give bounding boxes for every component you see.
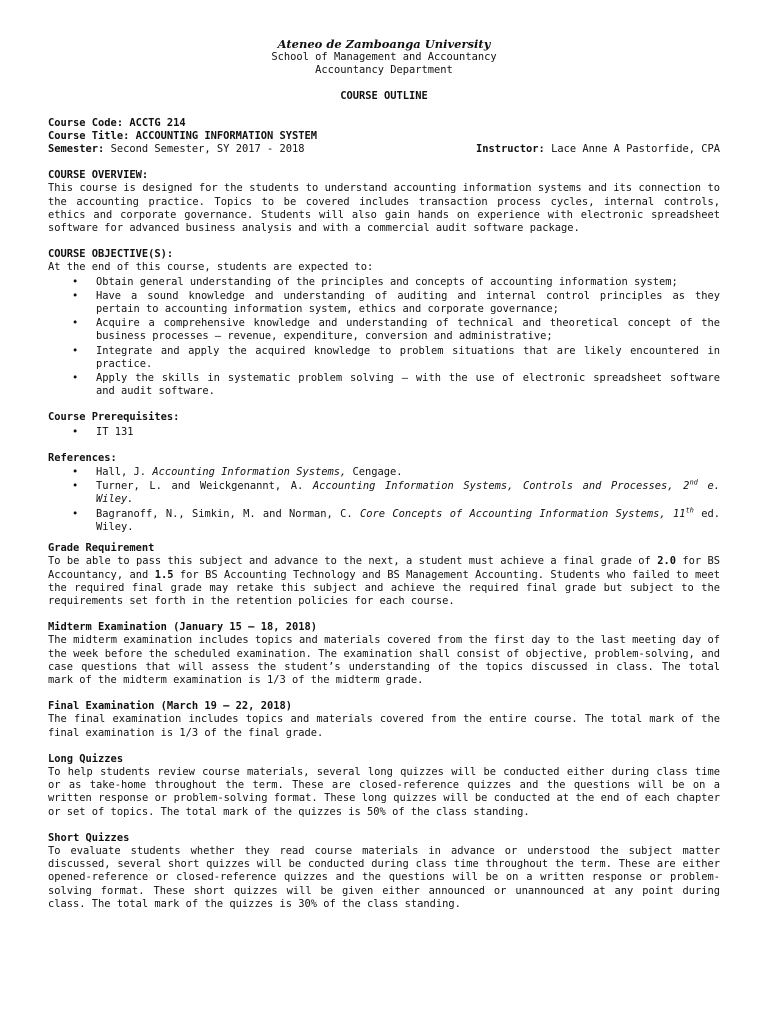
prerequisites-list <box>48 426 720 439</box>
final-text: The final examination includes topics and materials covered from the entire course. The total mark of the final examination is 1/3 of the final grade. <box>48 713 720 739</box>
long-quizzes-text: To help students review course materials, several long quizzes will be conducted either during class time or as take-home throughout the term. These are closed-reference quizzes and the questions will be on a written response or problem-solving format. These long quizzes will be conducted at the end of each chapter or set of topics. The total mark of the quizzes is 50% of the class standing. <box>48 765 720 818</box>
semester-label: Semester: <box>48 143 105 156</box>
school-name: School of Management and Accountancy <box>271 51 497 63</box>
references-list <box>48 466 720 534</box>
objectives-intro: At the end of this course, students are expected to: <box>48 261 374 274</box>
reference-item: • Bagranoff, N., Simkin, M. and Norman, C. Core Concepts of Accounting Information Systems, 11th ed. Wiley. <box>72 506 720 533</box>
midterm-text: The midterm examination includes topics and materials covered from the first day to the last meeting day of the week before the scheduled examination. The examination shall consist of objective, problem-solving, and case questions that will assess the student’s understanding of the topics discussed in class. The total mark of the midterm examination is 1/3 of the midterm grade. <box>48 634 720 686</box>
list-item: • Acquire a comprehensive knowledge and understanding of technical and theoretical concept of the business processes – revenue, expenditure, conversion and administrative; <box>72 317 720 343</box>
reference-item: • Turner, L. and Weickgenannt, A. Accounting Information Systems, Controls and Processes, 2nd e. Wiley. <box>72 478 720 506</box>
course-code-label: Course Code: <box>48 116 124 129</box>
course-title-value: ACCOUNTING INFORMATION SYSTEM <box>135 129 318 142</box>
final-heading: Final Examination (March 19 – 22, 2018) <box>48 700 292 713</box>
semester-instructor-line <box>48 143 720 156</box>
list-item: • IT 131 <box>72 425 134 438</box>
list-item: • Integrate and apply the acquired knowledge to problem situations that are likely encountered in practice. <box>72 344 720 370</box>
midterm-heading: Midterm Examination (January 15 – 18, 2018) <box>48 621 317 634</box>
course-title-line <box>48 130 720 143</box>
grade-heading: Grade Requirement <box>48 542 155 555</box>
instructor-value: Lace Anne A Pastorfide, CPA <box>551 143 720 156</box>
university-name: Ateneo de Zamboanga University <box>277 37 491 51</box>
course-code-line <box>48 117 720 130</box>
references-heading: References: <box>48 451 117 464</box>
course-title-label: Course Title: <box>48 129 130 142</box>
prerequisites-heading: Course Prerequisites: <box>48 411 180 424</box>
short-quizzes-heading: Short Quizzes <box>48 831 130 844</box>
document-title: COURSE OUTLINE <box>340 90 428 103</box>
overview-heading: COURSE OVERVIEW: <box>48 169 149 182</box>
list-item: • Have a sound knowledge and understanding of auditing and internal control principles as they pertain to accounting information system, ethics and corporate governance; <box>72 289 720 316</box>
list-item: • Apply the skills in systematic problem solving – with the use of electronic spreadsheet software and audit software. <box>72 372 720 398</box>
department-name: Accountancy Department <box>315 64 453 77</box>
grade-text: To be able to pass this subject and advance to the next, a student must achieve a final grade of 2.0 for BS Accountancy, and 1.5 for BS Accounting Technology and BS Management Accounting. Students who failed to meet the required final grade may retake this subject and achieve the required final grade but subject to the requirements set forth in the retention policies for each course. <box>48 555 720 607</box>
course-code-value: ACCTG 214 <box>129 116 186 129</box>
list-item: • Obtain general understanding of the principles and concepts of accounting information system; <box>72 275 678 288</box>
objectives-heading: COURSE OBJECTIVE(S): <box>48 248 174 261</box>
objectives-list <box>48 276 720 399</box>
short-quizzes-text: To evaluate students whether they read course materials in advance or understood the subject matter discussed, several short quizzes will be conducted during class time throughout the term. These are either opened-reference or closed-reference quizzes and the questions will be on a written response or problem-solving format. These short quizzes will be given either announced or unannounced at any point during class. The total mark of the quizzes is 30% of the class standing. <box>48 844 720 910</box>
document-page <box>48 38 720 911</box>
reference-item: • Hall, J. Accounting Information Systems, Cengage. <box>72 466 403 479</box>
instructor-label: Instructor: <box>476 143 545 156</box>
long-quizzes-heading: Long Quizzes <box>48 752 124 765</box>
semester-value: Second Semester, SY 2017 - 2018 <box>110 143 305 156</box>
overview-text: This course is designed for the students to understand accounting information systems and its connection to the accounting practice. Topics to be covered includes transaction process cycles, internal controls, ethics and corporate governance. Students will also gain hands on experience with electronic spreadsheet software for advanced business analysis and with a commercial audit software package. <box>48 182 720 235</box>
